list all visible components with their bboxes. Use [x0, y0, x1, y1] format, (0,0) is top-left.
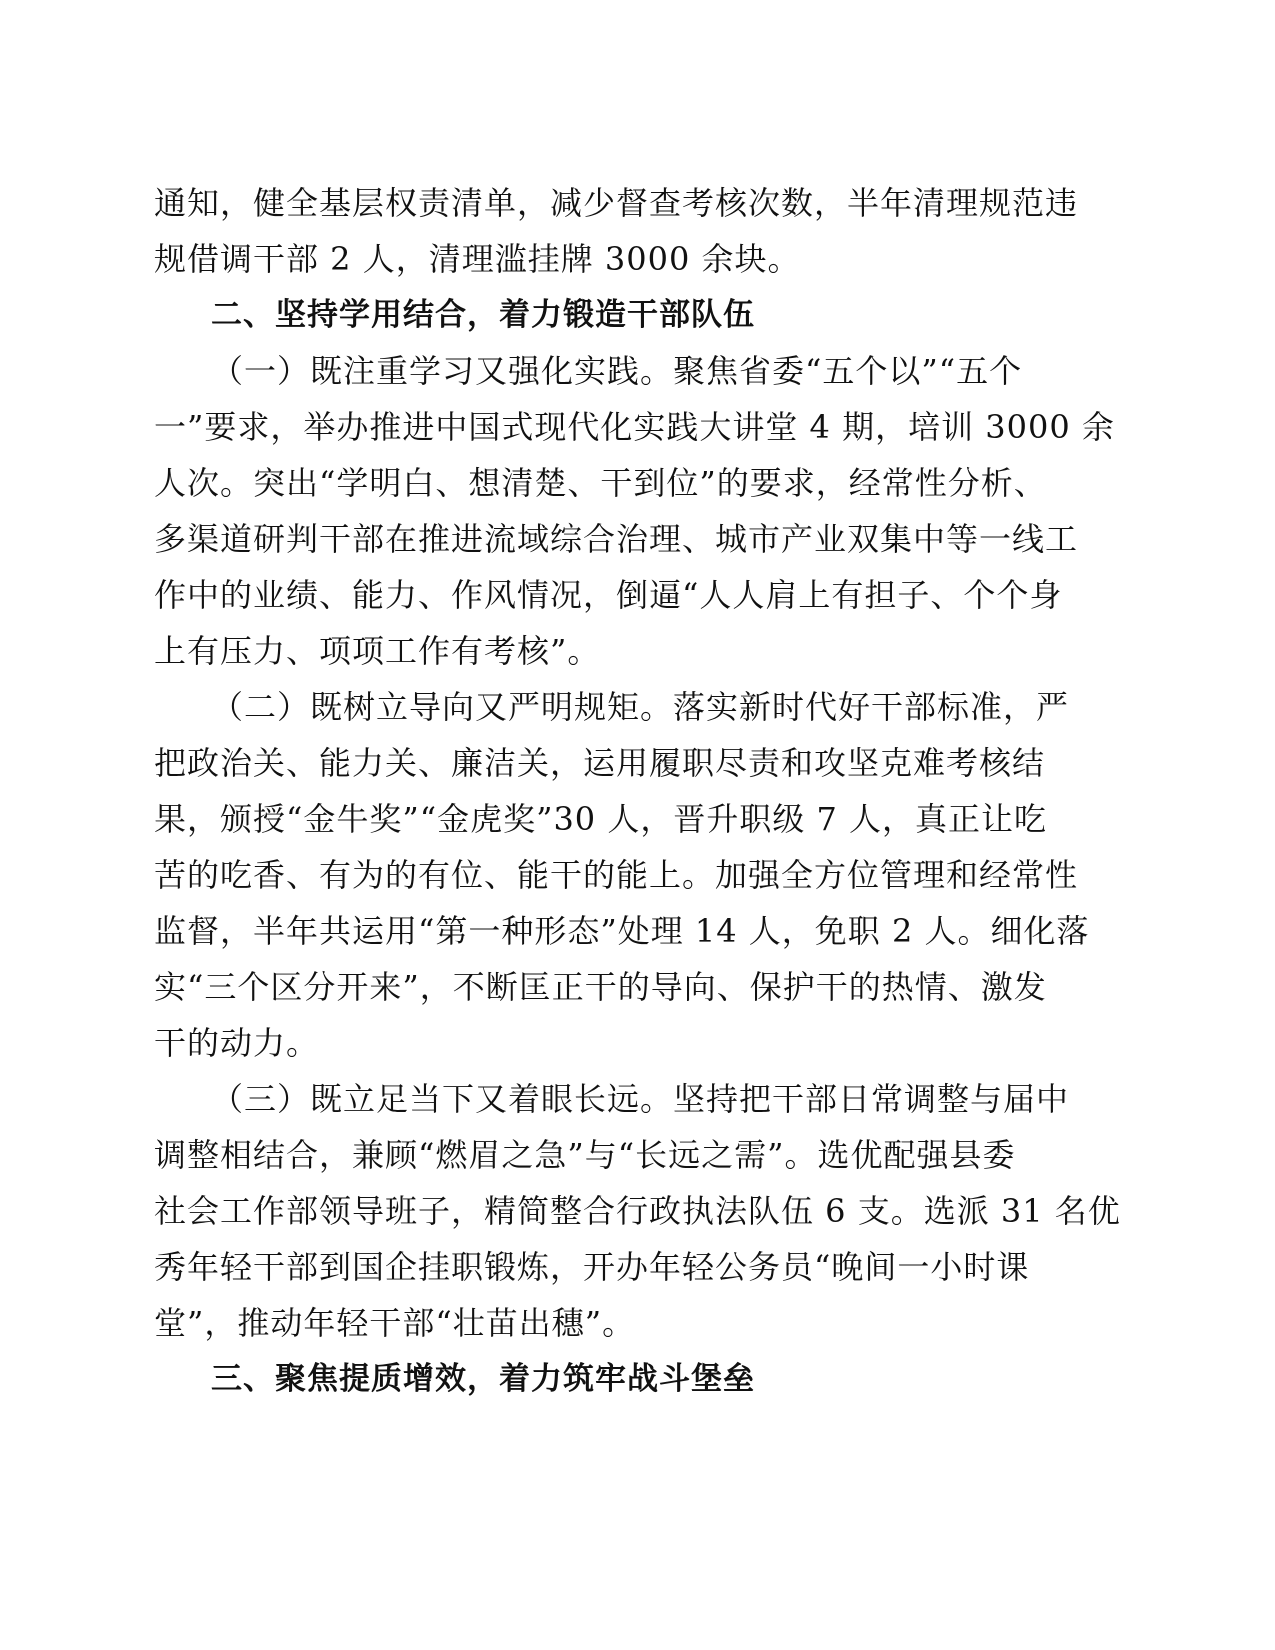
body-line: 社会工作部领导班子，精简整合行政执法队伍 6 支。选派 31 名优: [154, 1192, 1121, 1230]
body-line: 上有压力、项项工作有考核”。: [154, 632, 601, 670]
body-line: 规借调干部 2 人，清理滥挂牌 3000 余块。: [154, 240, 801, 278]
body-line: （三）既立足当下又着眼长远。坚持把干部日常调整与届中: [211, 1080, 1070, 1118]
section-heading: 二、坚持学用结合，着力锻造干部队伍: [211, 297, 755, 333]
body-line: 通知，健全基层权责清单，减少督查考核次数，半年清理规范违: [154, 184, 1079, 222]
body-line: 果，颁授“金牛奖”“金虎奖”30 人，晋升职级 7 人，真正让吃: [154, 800, 1048, 838]
body-line: 多渠道研判干部在推进流域综合治理、城市产业双集中等一线工: [154, 520, 1079, 558]
body-line: 堂”，推动年轻干部“壮苗出穗”。: [154, 1304, 636, 1342]
body-line: 秀年轻干部到国企挂职锻炼，开办年轻公务员“晚间一小时课: [154, 1248, 1030, 1286]
body-line: 作中的业绩、能力、作风情况，倒逼“人人肩上有担子、个个身: [154, 576, 1063, 614]
body-line: （二）既树立导向又严明规矩。落实新时代好干部标准，严: [211, 688, 1070, 726]
body-line: 监督，半年共运用“第一种形态”处理 14 人，免职 2 人。细化落: [154, 912, 1090, 950]
body-line: 实“三个区分开来”，不断匡正干的导向、保护干的热情、激发: [154, 968, 1047, 1006]
body-line: 干的动力。: [154, 1024, 320, 1062]
body-line: （一）既注重学习又强化实践。聚焦省委“五个以”“五个: [211, 352, 1023, 390]
body-line: 人次。突出“学明白、想清楚、干到位”的要求，经常性分析、: [154, 464, 1047, 502]
section-heading: 三、聚焦提质增效，着力筑牢战斗堡垒: [211, 1361, 755, 1397]
body-line: 一”要求，举办推进中国式现代化实践大讲堂 4 期，培训 3000 余: [154, 408, 1115, 446]
body-line: 苦的吃香、有为的有位、能干的能上。加强全方位管理和经常性: [154, 856, 1079, 894]
body-line: 把政治关、能力关、廉洁关，运用履职尽责和攻坚克难考核结: [154, 744, 1046, 782]
body-line: 调整相结合，兼顾“燃眉之急”与“长远之需”。选优配强县委: [154, 1136, 1016, 1174]
